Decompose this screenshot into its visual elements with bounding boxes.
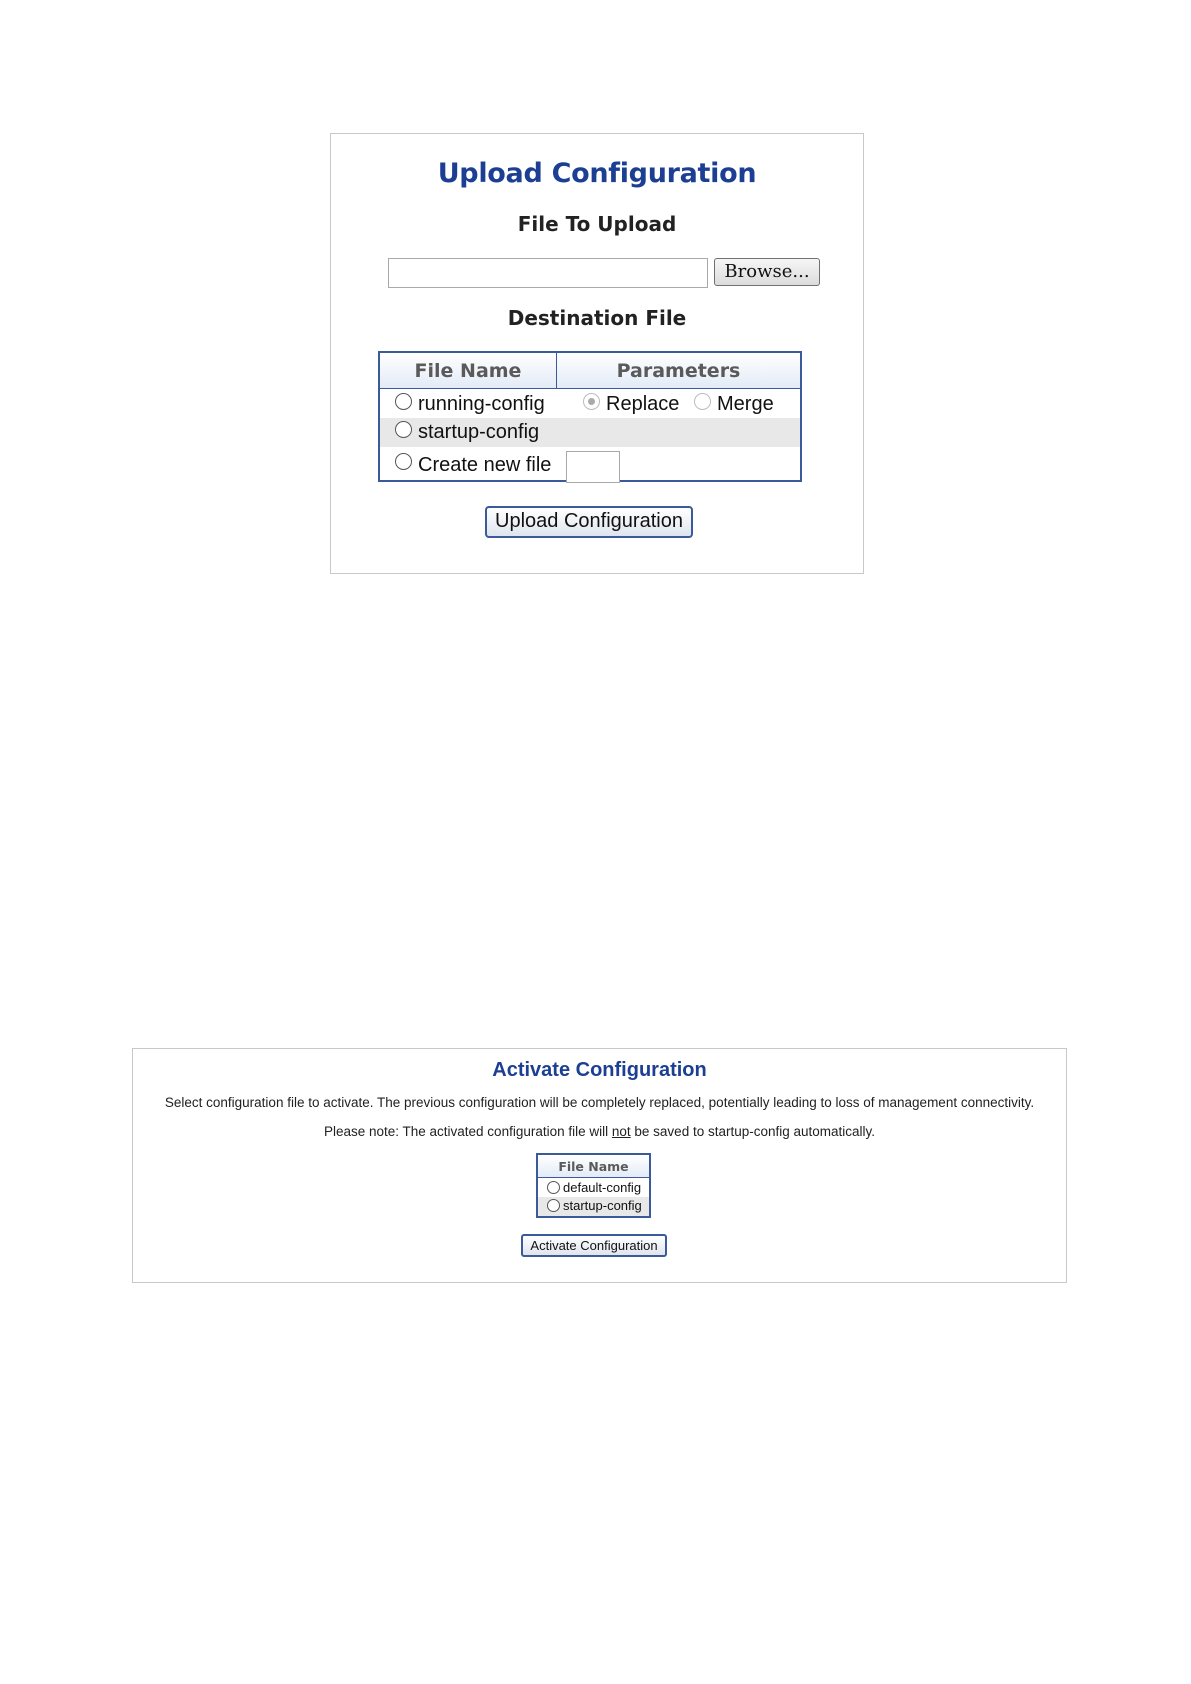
file-to-upload-heading: File To Upload bbox=[517, 212, 677, 236]
create-new-file-radio[interactable] bbox=[395, 453, 412, 470]
running-config-label: running-config bbox=[418, 393, 545, 415]
activate-title: Activate Configuration bbox=[492, 1059, 707, 1081]
column-parameters: Parameters bbox=[616, 360, 741, 382]
note-suffix: be saved to startup-config automatically. bbox=[630, 1124, 876, 1139]
replace-label: Replace bbox=[606, 393, 680, 415]
merge-radio[interactable] bbox=[694, 393, 711, 410]
table-row-default-config bbox=[538, 1178, 649, 1197]
activate-configuration-panel bbox=[132, 1048, 1067, 1283]
column-file-name: File Name bbox=[380, 353, 557, 388]
startup-config-label: startup-config bbox=[418, 421, 540, 443]
file-path-input[interactable] bbox=[388, 258, 708, 288]
replace-radio[interactable] bbox=[583, 393, 600, 410]
note-emphasis: not bbox=[611, 1124, 631, 1139]
activate-file-table bbox=[536, 1153, 651, 1218]
column-file-name: File Name bbox=[538, 1155, 649, 1178]
table-row-startup-config bbox=[538, 1197, 649, 1216]
startup-config-radio[interactable] bbox=[547, 1199, 560, 1212]
upload-configuration-panel bbox=[330, 133, 864, 574]
destination-file-table bbox=[378, 351, 802, 482]
running-config-radio[interactable] bbox=[395, 393, 412, 410]
upload-title: Upload Configuration bbox=[437, 158, 757, 189]
table-row-startup-config bbox=[380, 418, 800, 447]
destination-file-heading: Destination File bbox=[507, 306, 687, 330]
activate-description: Select configuration file to activate. The previous configuration will be completely replaced, potentially leading to loss of management connectivity. bbox=[164, 1095, 1035, 1110]
default-config-label: default-config bbox=[563, 1180, 642, 1195]
table-row-running-config bbox=[380, 389, 800, 418]
startup-config-label: startup-config bbox=[563, 1198, 642, 1213]
table-header bbox=[380, 353, 800, 389]
new-file-name-input[interactable] bbox=[566, 451, 620, 483]
browse-button[interactable]: Browse... bbox=[714, 258, 820, 286]
activate-note bbox=[133, 1124, 1066, 1139]
upload-configuration-button[interactable]: Upload Configuration bbox=[485, 506, 693, 538]
merge-label: Merge bbox=[717, 393, 774, 415]
startup-config-radio[interactable] bbox=[395, 421, 412, 438]
activate-configuration-button[interactable]: Activate Configuration bbox=[521, 1234, 667, 1257]
default-config-radio[interactable] bbox=[547, 1181, 560, 1194]
note-prefix: Please note: The activated configuration file will bbox=[323, 1124, 612, 1139]
create-new-file-label: Create new file bbox=[418, 454, 552, 476]
